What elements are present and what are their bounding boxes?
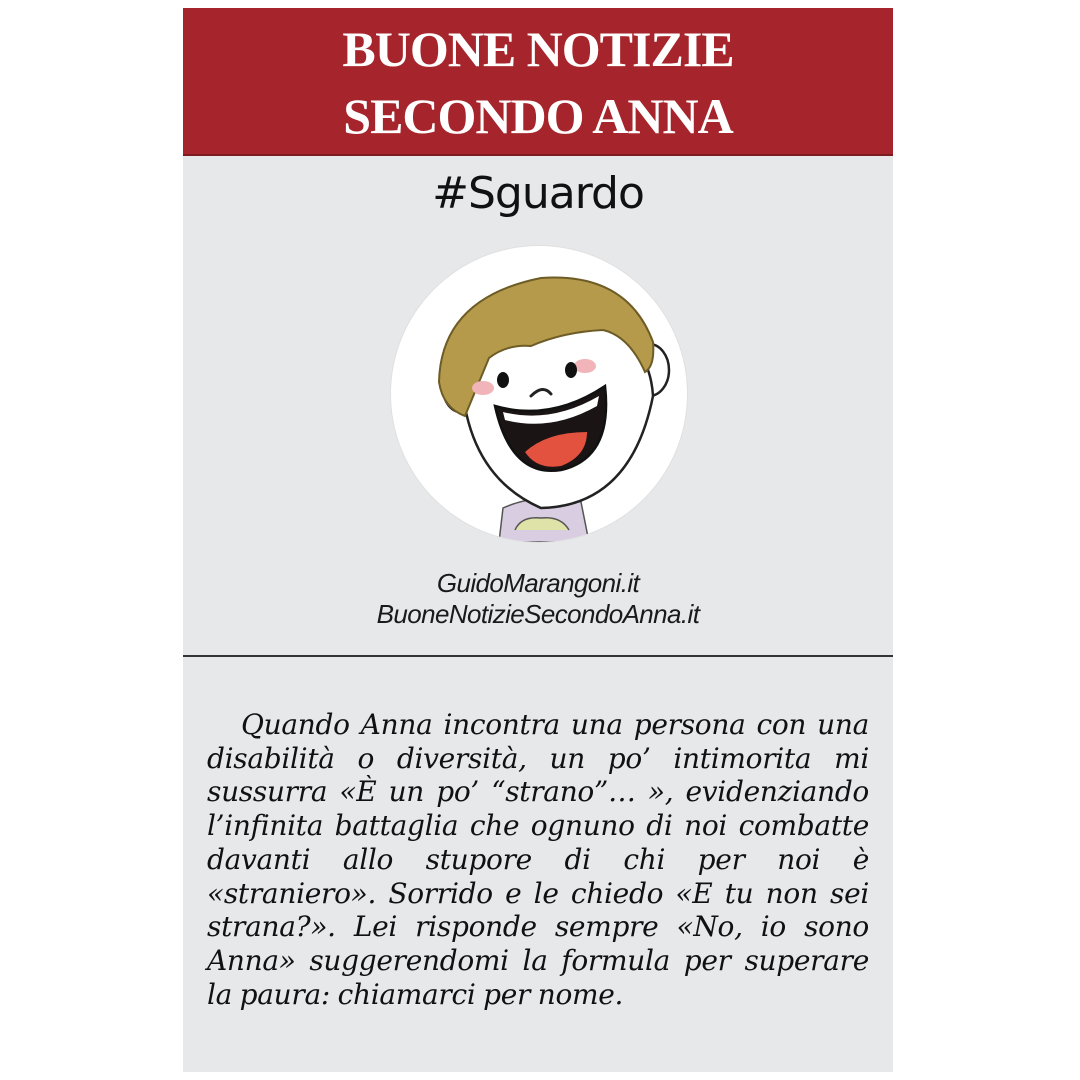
banner-title-line-2: SECONDO ANNA xyxy=(343,88,733,144)
site-link-guido-marangoni: GuidoMarangoni.it xyxy=(436,568,640,598)
story-paragraph: Quando Anna incontra una persona con una disabilità o diversità, un po’ intimorita mi sussurra «È un po’ “strano”… », evidenziando l’infinita battaglia che ognuno di noi combatte davanti allo stupore di chi per noi è «straniero». Sorrido e le chiedo «E tu non sei strana?». Lei risponde sempre «No, io sono Anna» suggerendomi la formula per superare la paura: chiamarci per nome. xyxy=(207,708,869,1011)
column-banner xyxy=(183,8,893,156)
site-link-buone-notizie: BuoneNotizieSecondoAnna.it xyxy=(376,599,700,629)
section-divider xyxy=(183,655,893,657)
hashtag-title: #Sguardo xyxy=(432,168,644,219)
banner-title-line-1: BUONE NOTIZIE xyxy=(342,21,734,77)
smiling-child-icon xyxy=(391,246,687,542)
source-sites xyxy=(183,568,893,630)
news-column xyxy=(183,8,893,1072)
